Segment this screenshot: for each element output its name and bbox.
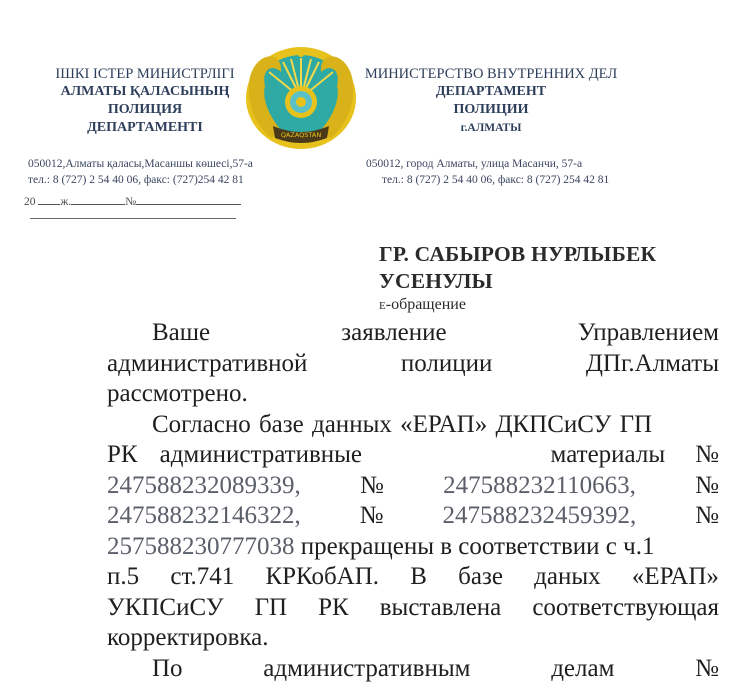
p2-line-5: 257588230777038 прекращены в соответствии с ч.1 [107, 532, 719, 563]
recipient-line-1: ГР. САБЫРОВ НУРЛЫБЕК [379, 242, 657, 266]
p1-line-3: рассмотрено. [107, 380, 248, 407]
reg-date-blank [71, 193, 125, 205]
ru-phone: тел.: 8 (727) 2 54 40 06, факс: 8 (727) 254 42 81 [382, 174, 610, 186]
kz-phone: тел.: 8 (727) 2 54 40 06, факс: (727)254 42 81 [28, 174, 244, 186]
ru-city: г.АЛМАТЫ [460, 122, 522, 134]
ru-department: ДЕПАРТАМЕНТ [435, 84, 547, 99]
ru-ministry: МИНИСТЕРСТВО ВНУТРЕННИХ ДЕЛ [364, 66, 618, 82]
p1-line-2: административной полиции ДПг.Алматы [107, 349, 719, 377]
p3-line-1: По административным делам № [152, 654, 719, 682]
reg-year-prefix: 20 [24, 196, 36, 208]
appeal-type: Е-обращение [379, 296, 466, 313]
kz-address: 050012,Алматы қаласы,Масаншы көшесі,57-а [28, 158, 253, 170]
letter-body [107, 318, 719, 684]
kz-city: АЛМАТЫ ҚАЛАСЫНЫҢ [60, 84, 230, 99]
case-number: 247588232146322, [107, 502, 301, 529]
p2-line-4: 247588232146322, № 247588232459392, № [107, 501, 719, 532]
p2-line-2: РК административные материалы № [107, 441, 719, 468]
letterhead-russian [355, 65, 627, 137]
p2-line-8: корректировка. [107, 624, 269, 651]
registration-underline [30, 218, 236, 219]
ru-police: ПОЛИЦИИ [453, 102, 529, 117]
case-number: 247588232089339, [107, 471, 301, 499]
registration-line [24, 193, 241, 208]
p1-line-1: Ваше заявление Управлением [152, 319, 719, 346]
kz-ministry: ІШКІ ІСТЕР МИНИСТРЛІГІ [55, 66, 235, 82]
recipient-line-2: УСЕНУЛЫ [379, 269, 493, 293]
p2-line-1: Согласно базе данных «ЕРАП» ДКПСиСУ ГП [152, 410, 653, 438]
p2-line-6: п.5 ст.741 КРКобАП. В базе даных «ЕРАП» [107, 563, 719, 590]
svg-text:QAZAQSTAN: QAZAQSTAN [280, 131, 322, 139]
case-number: 247588232459392, [442, 502, 637, 529]
reg-year-suffix: ж. [60, 196, 72, 208]
kazakhstan-emblem-icon [243, 42, 359, 150]
reg-year-blank [38, 193, 60, 205]
case-number: 257588230777038 [107, 532, 295, 560]
recipient-name [379, 241, 656, 295]
kz-department: ДЕПАРТАМЕНТІ [87, 120, 203, 135]
case-number: 247588232110663, [443, 471, 636, 499]
ru-address: 050012, город Алматы, улица Масанчи, 57-а [366, 158, 583, 170]
letterhead-kazakh [40, 65, 250, 137]
kz-police: ПОЛИЦИЯ [107, 102, 183, 117]
reg-number-sign: № [125, 196, 137, 208]
p2-line-3: 247588232089339, № 247588232110663, № [107, 471, 719, 502]
p2-line-7: УКПСиСУ ГП РК выставлена соответствующая [107, 593, 719, 621]
reg-number-blank [136, 193, 241, 205]
